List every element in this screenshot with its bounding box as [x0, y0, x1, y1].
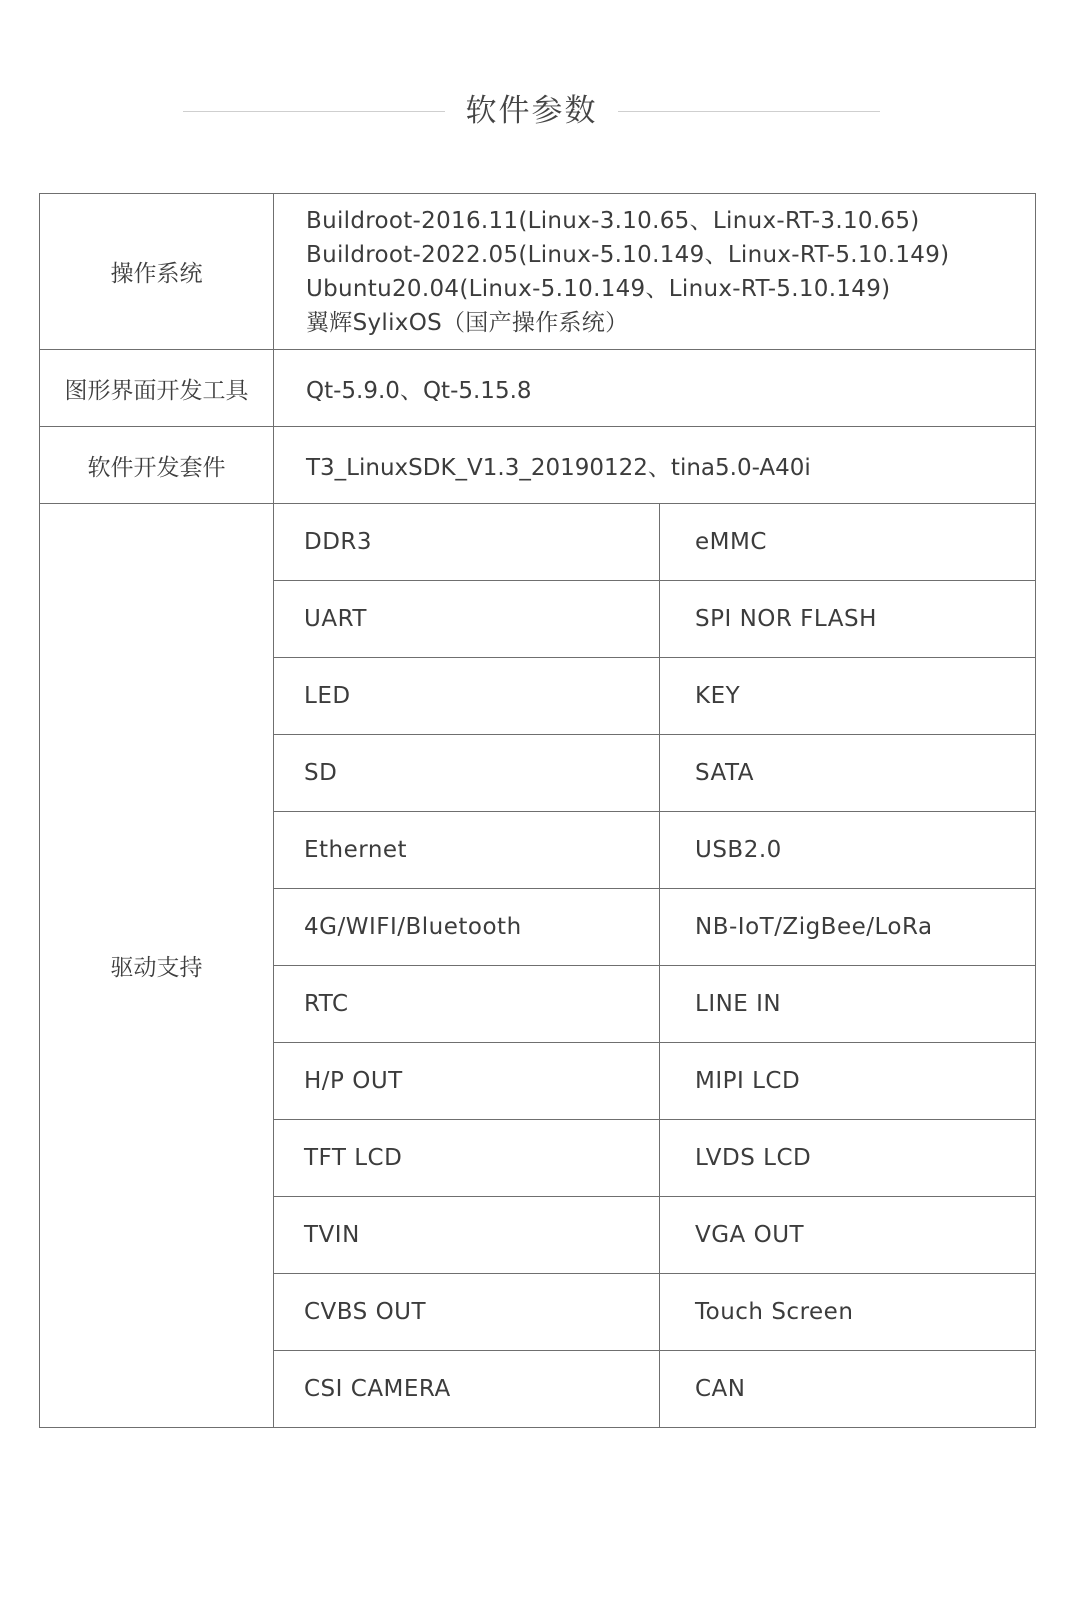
driver-cell: RTC — [274, 966, 660, 1043]
driver-cell: TVIN — [274, 1197, 660, 1274]
driver-cell: NB-IoT/ZigBee/LoRa — [660, 889, 1036, 966]
driver-cell: KEY — [660, 658, 1036, 735]
driver-cell: SATA — [660, 735, 1036, 812]
driver-cell: CVBS OUT — [274, 1274, 660, 1351]
section-header — [0, 80, 1080, 140]
table-row-os — [40, 194, 1036, 350]
os-line: Ubuntu20.04(Linux-5.10.149、Linux-RT-5.10.149) — [306, 275, 891, 302]
driver-cell: MIPI LCD — [660, 1043, 1036, 1120]
sdk-value: T3_LinuxSDK_V1.3_20190122、tina5.0-A40i — [274, 427, 1036, 504]
software-spec-table — [39, 193, 1036, 1428]
driver-cell: SD — [274, 735, 660, 812]
driver-cell: USB2.0 — [660, 812, 1036, 889]
driver-cell: 4G/WIFI/Bluetooth — [274, 889, 660, 966]
os-line: Buildroot-2016.11(Linux-3.10.65、Linux-RT-3.10.65) — [306, 207, 920, 234]
header-divider-right — [618, 111, 880, 112]
driver-cell: LVDS LCD — [660, 1120, 1036, 1197]
section-title: 软件参数 — [465, 93, 598, 129]
header-divider-left — [183, 111, 445, 112]
driver-cell: DDR3 — [274, 504, 660, 581]
drivers-label: 驱动支持 — [40, 504, 274, 1428]
driver-cell: SPI NOR FLASH — [660, 581, 1036, 658]
table-row-gui — [40, 350, 1036, 427]
driver-cell: VGA OUT — [660, 1197, 1036, 1274]
table-row-driver — [40, 504, 1036, 581]
driver-cell: LINE IN — [660, 966, 1036, 1043]
driver-cell: CAN — [660, 1351, 1036, 1428]
table-row-sdk — [40, 427, 1036, 504]
driver-cell: LED — [274, 658, 660, 735]
driver-cell: Touch Screen — [660, 1274, 1036, 1351]
os-line: Buildroot-2022.05(Linux-5.10.149、Linux-RT-5.10.149) — [306, 241, 950, 268]
driver-cell: CSI CAMERA — [274, 1351, 660, 1428]
driver-cell: eMMC — [660, 504, 1036, 581]
driver-cell: TFT LCD — [274, 1120, 660, 1197]
os-line: 翼辉SylixOS（国产操作系统） — [306, 309, 629, 336]
gui-label: 图形界面开发工具 — [40, 350, 274, 427]
sdk-label: 软件开发套件 — [40, 427, 274, 504]
driver-cell: UART — [274, 581, 660, 658]
os-value — [274, 194, 1036, 350]
driver-cell: Ethernet — [274, 812, 660, 889]
gui-value: Qt-5.9.0、Qt-5.15.8 — [274, 350, 1036, 427]
os-label: 操作系统 — [40, 194, 274, 350]
driver-cell: H/P OUT — [274, 1043, 660, 1120]
